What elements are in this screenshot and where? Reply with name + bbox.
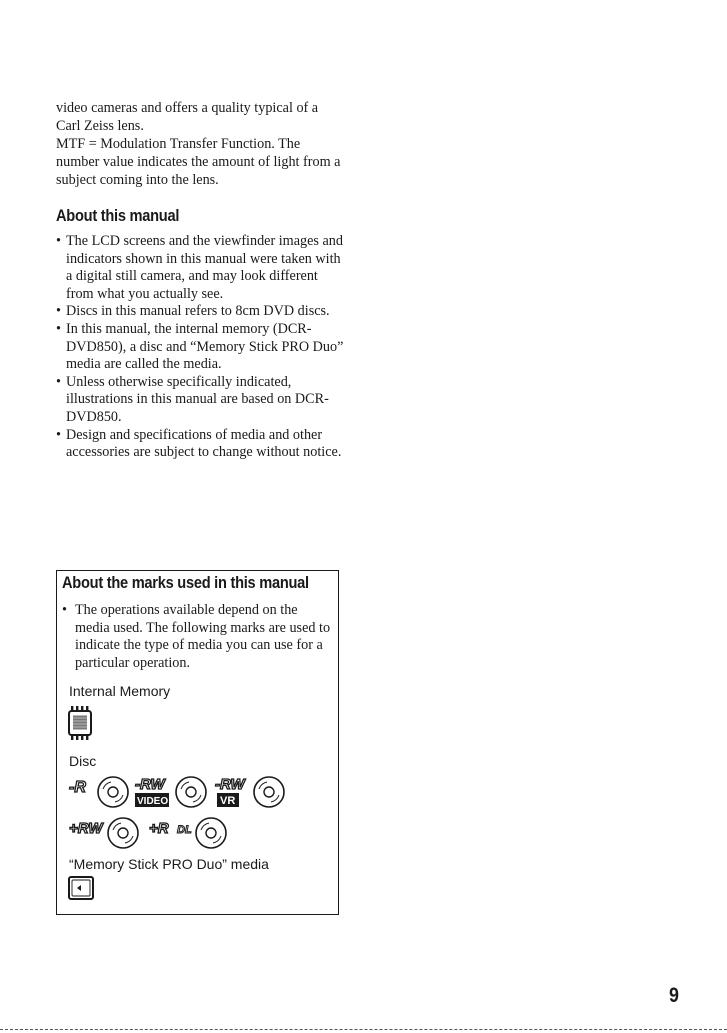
memory-stick-icon — [68, 876, 94, 900]
page-bottom-rule — [0, 1029, 727, 1030]
about-manual-list — [56, 233, 346, 462]
list-item: • Unless otherwise specifically indicated, illustrations in this manual are based on DCR-DVD850. — [56, 374, 346, 427]
intro-paragraph-2: MTF = Modulation Transfer Function. The number value indicates the amount of light from a subject coming into the lens. — [56, 136, 341, 188]
dvd-rw-video-badge: VIDEO — [137, 796, 169, 807]
dvd-r-mark-icon — [67, 775, 129, 809]
marks-list — [62, 602, 332, 672]
dvd-plus-r-dl-badge: DL — [177, 824, 192, 836]
dvd-rw-vr-mark-text: -RW — [215, 776, 245, 793]
memory-stick-label: “Memory Stick PRO Duo” media — [69, 856, 269, 872]
dvd-plus-r-dl-mark-icon — [147, 816, 229, 850]
dvd-rw-vr-badge: VR — [220, 795, 236, 807]
internal-memory-label: Internal Memory — [69, 683, 171, 699]
page-number: 9 — [669, 984, 679, 1007]
list-item: • In this manual, the internal memory (DCR-DVD850), a disc and “Memory Stick PRO Duo” media are called the media. — [56, 321, 346, 374]
list-item: • Discs in this manual refers to 8cm DVD discs. — [56, 303, 346, 321]
dvd-rw-video-mark-icon — [133, 775, 209, 809]
disc-marks-row-1 — [67, 775, 289, 809]
marks-heading: About the marks used in this manual — [62, 573, 309, 592]
dvd-r-mark-text: -R — [69, 779, 86, 796]
dvd-rw-vr-mark-icon — [213, 775, 289, 809]
internal-memory-chip-icon — [68, 706, 92, 740]
list-item: • The LCD screens and the viewfinder images and indicators shown in this manual were taken with a digital still camera, and may look different from what you actually see. — [56, 233, 346, 303]
dvd-plus-rw-mark-text: +RW — [69, 820, 103, 837]
about-manual-heading: About this manual — [56, 206, 180, 225]
list-item: • Design and specifications of media and other accessories are subject to change without notice. — [56, 427, 346, 462]
dvd-plus-r-dl-mark-text: +R — [149, 820, 169, 837]
disc-marks-row-2 — [67, 816, 229, 850]
list-item: • The operations available depend on the media used. The following marks are used to indicate the type of media you can use for a particular operation. — [62, 602, 332, 672]
intro-paragraph-1: video cameras and offers a quality typical of a Carl Zeiss lens. — [56, 100, 319, 134]
intro-text — [56, 99, 342, 189]
dvd-plus-rw-mark-icon — [67, 816, 143, 850]
marks-box — [56, 570, 339, 915]
dvd-rw-video-mark-text: -RW — [135, 776, 165, 793]
disc-label: Disc — [69, 753, 97, 769]
